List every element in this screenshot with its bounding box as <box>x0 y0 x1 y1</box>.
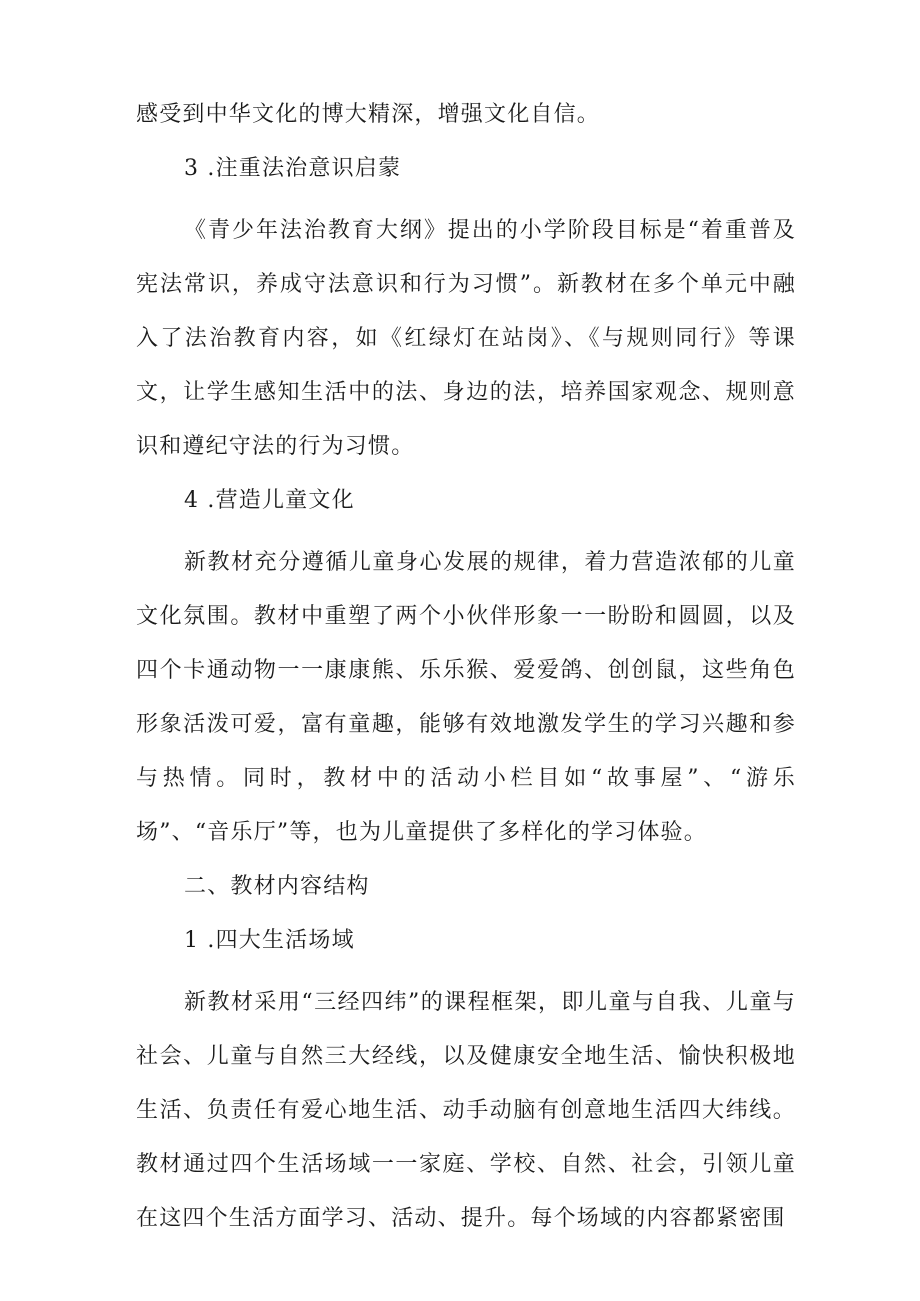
paragraph-law-education: 《青少年法治教育大纲》提出的小学阶段目标是“着重普及宪法常识，养成守法意识和行为习惯”。新教材在多个单元中融入了法治教育内容，如《红绿灯在站岗》、《与规则同行》等课文，让学生感知生活中的法、身边的法，培养国家观念、规则意识和遵纪守法的行为习惯。 <box>136 218 796 459</box>
section-heading-1: 1 .四大生活场域 <box>184 928 355 953</box>
section-heading-4: 4 .营造儿童文化 <box>184 488 355 513</box>
paragraph-continued: 感受到中华文化的博大精深，增强文化自信。 <box>136 102 601 127</box>
chapter-heading-2: 二、教材内容结构 <box>184 874 370 899</box>
section-heading-3: 3 .注重法治意识启蒙 <box>184 156 402 181</box>
document-body <box>136 88 796 1246</box>
paragraph-child-culture: 新教材充分遵循儿童身心发展的规律，着力营造浓郁的儿童文化氛围。教材中重塑了两个小伙伴形象一一盼盼和圆圆，以及四个卡通动物一一康康熊、乐乐猴、爱爱鸽、创创鼠，这些角色形象活泼可爱，富有童趣，能够有效地激发学生的学习兴趣和参与热情。同时，教材中的活动小栏目如“故事屋”、“游乐场”、“音乐厅”等，也为儿童提供了多样化的学习体验。 <box>136 550 796 845</box>
paragraph-life-domains: 新教材采用“三经四纬”的课程框架，即儿童与自我、儿童与社会、儿童与自然三大经线，以及健康安全地生活、愉快积极地生活、负责任有爱心地生活、动手动脑有创意地生活四大纬线。教材通过四个生活场域一一家庭、学校、自然、社会，引领儿童在这四个生活方面学习、活动、提升。每个场域的内容都紧密围 <box>136 990 796 1231</box>
